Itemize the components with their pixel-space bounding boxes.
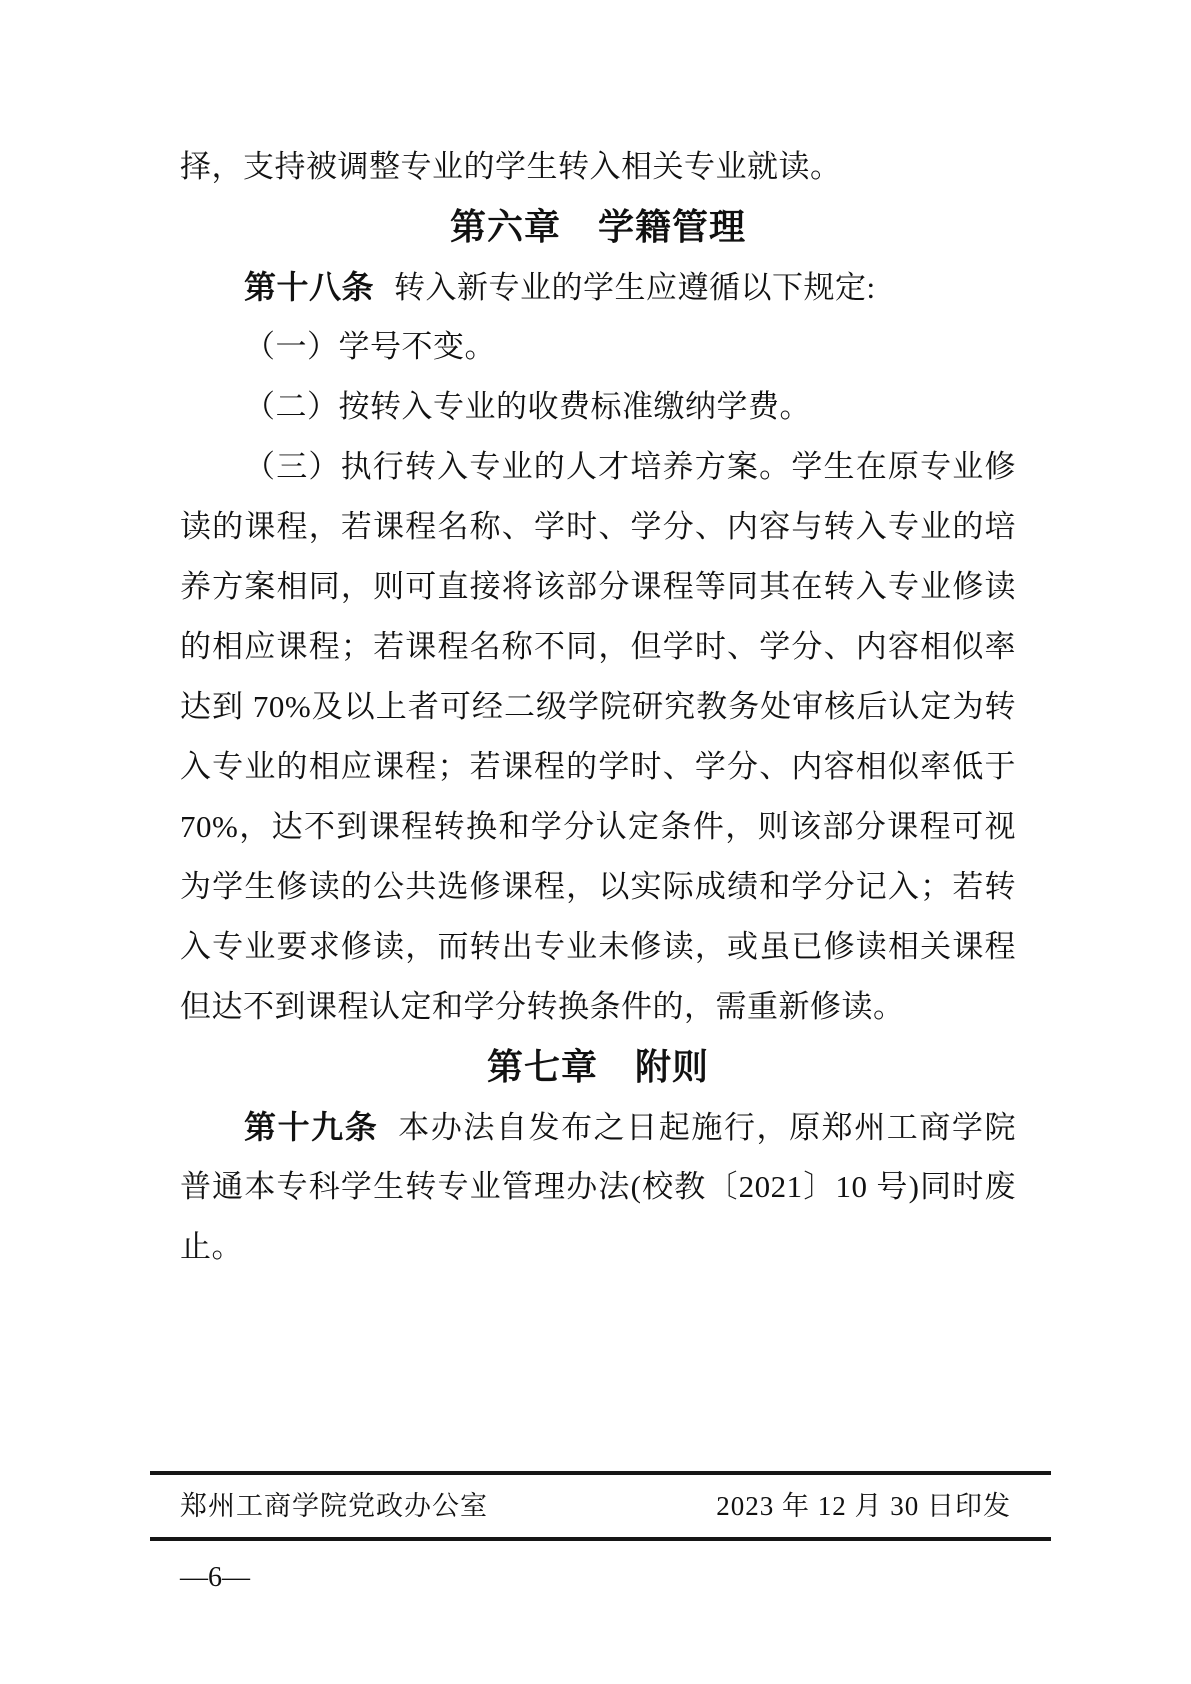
item-3-line-3: 养方案相同，则可直接将该部分课程等同其在转入专业修读	[180, 569, 1016, 604]
article-18-text: 转入新专业的学生应遵循以下规定:	[394, 270, 876, 305]
footer-rule-top	[150, 1471, 1051, 1475]
item-2-line: （二）按转入专业的收费标准缴纳学费。	[244, 389, 811, 424]
body-line-continuation: 择，支持被调整专业的学生转入相关专业就读。	[180, 149, 842, 184]
article-19-term: 第十九条	[244, 1109, 379, 1145]
item-3-line-6: 入专业的相应课程；若课程的学时、学分、内容相似率低于	[180, 749, 1016, 784]
article-19-line-2: 普通本专科学生转专业管理办法(校教〔2021〕10 号)同时废	[180, 1169, 1016, 1204]
footer-print-date: 2023 年 12 月 30 日印发	[716, 1491, 1011, 1521]
article-18-line	[180, 257, 1016, 317]
page-number: —6—	[180, 1562, 250, 1593]
item-3-line-7: 70%，达不到课程转换和学分认定条件，则该部分课程可视	[180, 809, 1016, 844]
item-3-line-9: 入专业要求修读，而转出专业未修读，或虽已修读相关课程	[180, 929, 1016, 964]
item-3-line-4: 的相应课程；若课程名称不同，但学时、学分、内容相似率	[180, 629, 1016, 664]
item-3-line-8: 为学生修读的公共选修课程，以实际成绩和学分记入；若转	[180, 869, 1016, 904]
item-3-line-5: 达到 70%及以上者可经二级学院研究教务处审核后认定为转	[180, 689, 1016, 724]
item-3-line-10: 但达不到课程认定和学分转换条件的，需重新修读。	[180, 989, 905, 1024]
article-19-text: 本办法自发布之日起施行，原郑州工商学院	[398, 1110, 1016, 1145]
item-3-line-2: 读的课程，若课程名称、学时、学分、内容与转入专业的培	[180, 509, 1016, 544]
article-19-line	[180, 1097, 1016, 1157]
chapter-7-heading: 第七章 附则	[486, 1046, 709, 1087]
article-18-term: 第十八条	[244, 269, 375, 305]
chapter-6-heading: 第六章 学籍管理	[449, 206, 746, 247]
footer-rule-bottom	[150, 1537, 1051, 1541]
article-19-line-3: 止。	[180, 1229, 243, 1264]
footer-issuing-office: 郑州工商学院党政办公室	[180, 1491, 488, 1521]
item-3-line-1: （三）执行转入专业的人才培养方案。学生在原专业修	[244, 449, 1016, 484]
item-1-line: （一）学号不变。	[244, 329, 496, 364]
